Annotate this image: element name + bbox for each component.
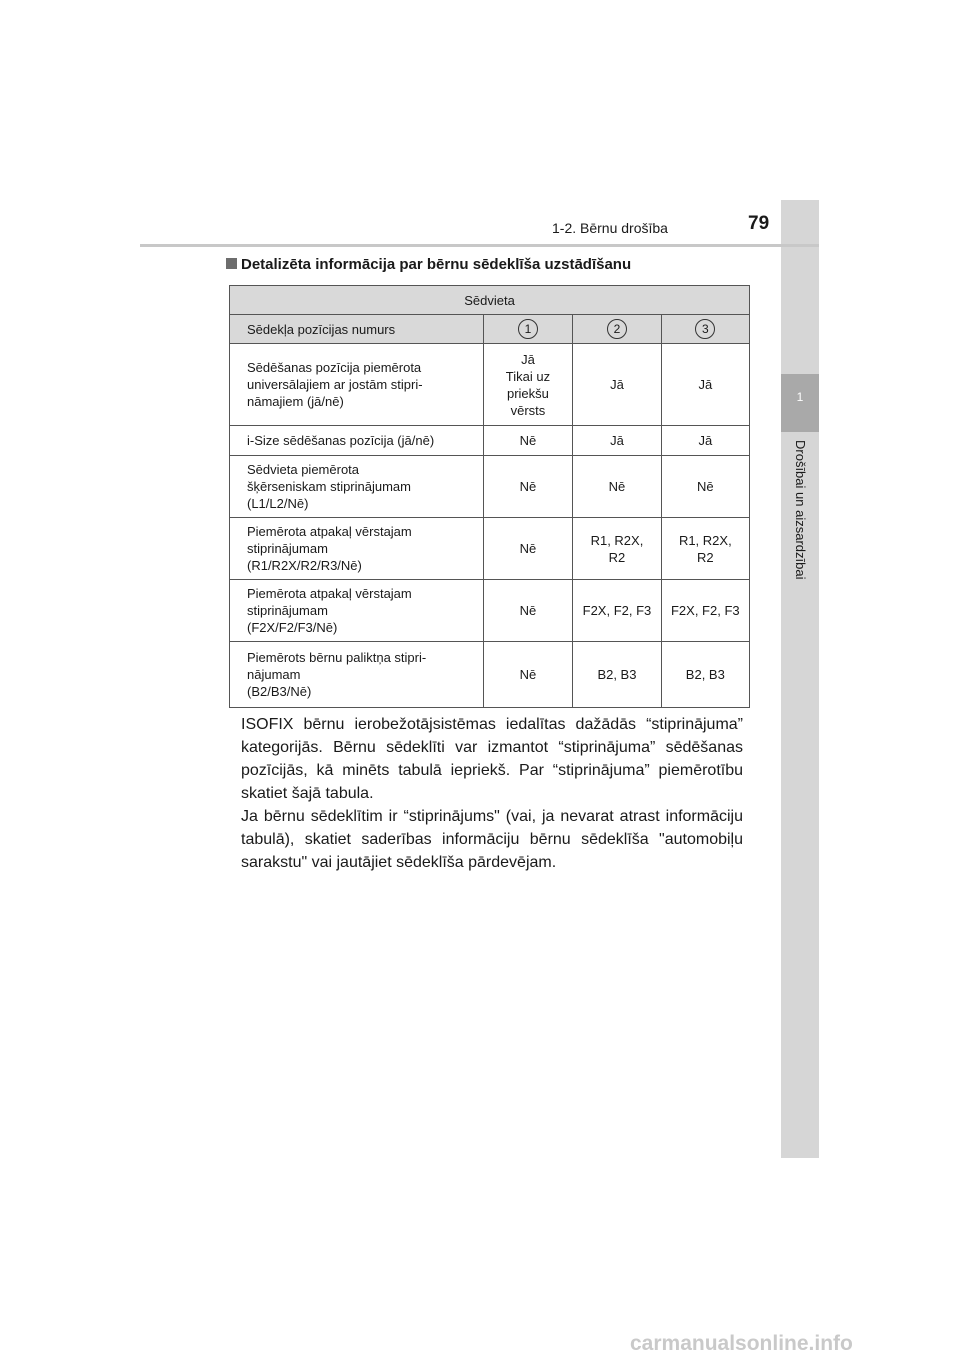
row-value-line: F2X, F2, F3 [582,603,652,618]
row-value-line: Jā [610,377,624,392]
row-value-line: Nē [519,433,537,448]
table-row [230,518,750,580]
row-label-line: Sēdvieta piemērota [247,462,360,477]
row-label-line: šķērseniskam stiprinājumam [247,479,411,494]
table-header-row [230,286,750,315]
row-label [230,518,484,580]
row-label-line: (F2X/F2/F3/Nē) [247,620,338,635]
section-title-text: Detalizēta informācija par bērnu sēdeklīša uzstādīšanu [241,256,632,273]
watermark: carmanualsonline.info [630,1332,853,1355]
row-label-line: (L1/L2/Nē) [247,496,309,511]
row-value-line: Nē [608,479,626,494]
row-value-position-1 [483,642,573,708]
row-value-position-1 [483,580,573,642]
position-1-badge: 1 [518,319,538,339]
table-row [230,456,750,518]
chapter-title: Drošībai un aizsardzībai [793,440,808,580]
seating-info-table [229,285,750,708]
row-value-position-2 [573,580,661,642]
position-number-label: Sēdekļa pozīcijas numurs [230,315,484,344]
row-label-line: (R1/R2X/R2/R3/Nē) [247,558,362,573]
row-label-line: stiprinājumam [247,603,328,618]
table-row [230,580,750,642]
body-paragraph-2: Ja bērnu sēdeklītim ir “stiprinājums" (vai, ja nevarat atrast informāciju tabulā), skatiet saderības informāciju bērnu sēdeklīša "automobiļu sarakstu" vai jautājiet sēdeklīša pārdevējam. [241,808,743,871]
row-label [230,426,484,456]
row-label [230,580,484,642]
row-value-position-3 [661,518,749,580]
row-value-line: Nē [519,603,537,618]
row-value-position-3 [661,344,749,426]
row-value-line: B2, B3 [597,667,637,682]
row-label-line: (B2/B3/Nē) [247,684,312,699]
row-label-line: i-Size sēdēšanas pozīcija (jā/nē) [247,433,435,448]
row-value-line: R1, R2X, [678,532,732,548]
row-value-line: Tikai uz [505,368,551,384]
row-label-line: stiprinājumam [247,541,328,556]
table-body [230,344,750,708]
body-text [241,713,743,874]
row-value-line: Nē [519,541,537,556]
row-label [230,642,484,708]
row-value-position-1 [483,426,573,456]
square-bullet-icon [226,258,237,269]
table-header: Sēdvieta [230,286,750,315]
row-value-line: Jā [610,433,624,448]
row-value-position-2 [573,344,661,426]
header-rule [140,244,819,247]
row-value-line: Jā [698,433,713,448]
table-row [230,426,750,456]
row-value-line: Jā [698,377,713,392]
position-3-badge: 3 [695,319,715,339]
row-label [230,456,484,518]
row-value-line: F2X, F2, F3 [670,603,740,618]
section-title [226,256,631,273]
position-2-cell [573,315,661,344]
row-value-position-3 [661,426,749,456]
row-value-line: vērsts [510,402,546,418]
row-value-line: R1, R2X, [590,532,644,548]
body-paragraph-1: ISOFIX bērnu ierobežotājsistēmas iedalītas dažādās “stiprinājuma” kategorijās. Bērnu sēdeklīti var izmantot “stiprinājuma” sēdēšanas pozīcijās, kā minēts tabulā iepriekš. Par “stiprinājuma” piemērotību skatiet šajā tabula. [241,716,743,802]
row-value-position-1 [483,456,573,518]
row-value-position-3 [661,580,749,642]
table-row [230,642,750,708]
row-value-position-3 [661,456,749,518]
row-label [230,344,484,426]
row-value-position-2 [573,426,661,456]
row-value-position-2 [573,642,661,708]
page-number: 79 [748,213,770,234]
row-label-line: Piemērots bērnu paliktņa stipri- [247,650,427,665]
row-label-line: universālajiem ar jostām stipri- [247,377,423,392]
table-row [230,344,750,426]
row-value-line: Nē [519,479,537,494]
row-value-position-1 [483,344,573,426]
row-value-position-3 [661,642,749,708]
position-number-row [230,315,750,344]
row-label-line: nājumam [247,667,301,682]
row-label-line: Piemērota atpakaļ vērstajam [247,524,412,539]
row-value-line: R2 [608,549,626,565]
row-value-position-2 [573,518,661,580]
row-value-line: Nē [697,479,714,494]
side-tab [781,200,819,1158]
position-3-cell [661,315,749,344]
row-value-line: B2, B3 [685,667,725,682]
row-label-line: nāmajiem (jā/nē) [247,394,344,409]
row-value-position-2 [573,456,661,518]
position-2-badge: 2 [607,319,627,339]
row-label-line: Piemērota atpakaļ vērstajam [247,586,412,601]
chapter-number: 1 [796,390,804,404]
row-value-line: Jā [521,351,535,367]
row-value-line: priekšu [506,385,549,401]
row-value-position-1 [483,518,573,580]
row-value-line: Nē [519,667,537,682]
row-label-line: Sēdēšanas pozīcija piemērota [247,360,422,375]
position-1-cell [483,315,573,344]
running-header: 1-2. Bērnu drošība [552,220,668,236]
row-value-line: R2 [697,549,714,565]
